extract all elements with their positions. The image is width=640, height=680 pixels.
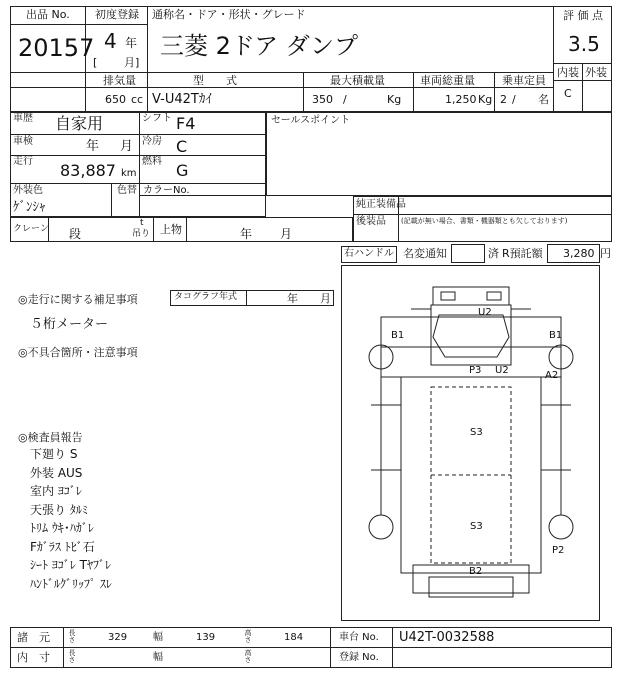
fuel-value: G — [176, 161, 189, 180]
rating-label: 評 価 点 — [563, 9, 603, 22]
diagram-mark: B1 — [549, 330, 563, 341]
recycle-label: R預託額 — [502, 247, 543, 260]
report-line: 天張り ﾀﾙﾐ — [30, 502, 88, 517]
name-label: 通称名・ドア・形状・グレード — [152, 8, 306, 21]
crane-label: クレーン — [13, 224, 49, 234]
diagram-mark: S3 — [470, 427, 483, 438]
diagram-mark: P2 — [552, 545, 565, 556]
inspection-month-unit: 月 — [120, 139, 134, 154]
tachograph-label: タコグラフ年式 — [174, 292, 238, 302]
defect-label: ◎不具合箇所・注意事項 — [18, 346, 138, 359]
crane-stage-unit: 段 — [69, 227, 82, 241]
model-value: V-U42Tｶｲ — [152, 92, 212, 107]
displacement-label: 排気量 — [103, 74, 136, 87]
top-label: 上物 — [160, 223, 182, 236]
kg-2: Kg — [478, 93, 493, 106]
report-line: ﾄﾘﾑ ｳｷ･ﾊｶﾞﾚ — [30, 521, 94, 535]
ac-value: C — [176, 137, 188, 156]
slash-1: / — [343, 93, 347, 106]
color-value: ｹﾞﾝｼｬ — [13, 200, 46, 215]
odometer-note: ５桁メーター — [30, 317, 109, 332]
diagram-mark: U2 — [478, 307, 492, 318]
report-line: ｼｰﾄ ﾖｺﾞﾚ Tﾔﾌﾞﾚ — [30, 558, 111, 572]
name-change-box — [451, 244, 485, 263]
mileage-label: 走行 — [13, 156, 33, 167]
recycle-mark: 済 — [488, 247, 499, 260]
recycle-unit: 円 — [600, 247, 611, 260]
inspection-label: 車検 — [13, 136, 33, 147]
inspector-label: ◎検査員報告 — [18, 431, 83, 444]
exterior-label: 外装 — [585, 66, 607, 79]
length-label: 長さ — [68, 629, 76, 643]
tacho-year-unit: 年 — [287, 292, 298, 305]
car-name: 三菱 2ドア ダンプ — [160, 32, 359, 60]
model-label: 型 式 — [193, 74, 237, 87]
capacity-unit: 名 — [538, 93, 549, 106]
chassis-label: 車台 No. — [339, 632, 379, 643]
aftermarket-label: 後装品 — [356, 216, 386, 227]
details-block — [10, 112, 266, 217]
fuel-label: 燃料 — [142, 156, 162, 167]
report-line: 下廻り S — [30, 447, 78, 461]
first-reg-year: 4 — [104, 29, 117, 53]
chassis-value: U42T-0032588 — [399, 630, 495, 645]
height-value: 184 — [284, 632, 304, 643]
shift-value: F4 — [176, 114, 196, 133]
diagram-mark: B1 — [391, 330, 405, 341]
sales-point-label: セールスポイント — [271, 115, 351, 126]
kg-1: Kg — [387, 93, 402, 106]
internal-label: 内 寸 — [17, 651, 50, 664]
top-year-unit: 年 — [240, 227, 253, 241]
report-line: ﾊﾝﾄﾞﾙｸﾞﾘｯﾌﾟ ｽﾚ — [30, 576, 112, 591]
shift-label: シフト — [142, 113, 172, 124]
max-load-label: 最大積載量 — [330, 74, 385, 87]
history-value: 自家用 — [55, 114, 104, 133]
inspection-year-unit: 年 — [86, 139, 100, 154]
recycle-value: 3,280 — [563, 247, 595, 260]
report-line: Fｶﾞﾗｽ ﾄﾋﾞ石 — [30, 539, 95, 554]
first-reg-label: 初度登録 — [95, 8, 139, 21]
ac-label: 冷房 — [142, 136, 162, 147]
width-value: 139 — [196, 632, 216, 643]
height-label: 高さ — [244, 629, 252, 643]
reg-label: 登録 No. — [339, 652, 379, 663]
tacho-month-unit: 月 — [320, 292, 331, 305]
crane-t: t — [140, 218, 144, 228]
displacement-value: 650 — [105, 93, 126, 106]
rating-value: 3.5 — [568, 32, 600, 56]
internal-height-label: 高さ — [244, 649, 252, 663]
color-no-label: 色替 — [117, 185, 137, 196]
month-bracket-open: [ — [93, 56, 98, 69]
diagram-mark: S3 — [470, 521, 483, 532]
length-value: 329 — [108, 632, 128, 643]
diagram-mark: A2 — [545, 370, 559, 381]
gross-weight-value: 1,250 — [445, 93, 477, 106]
diagram-mark: U2 — [495, 365, 509, 376]
dimensions-label: 諸 元 — [17, 631, 50, 644]
lot-label: 出品 No. — [26, 8, 70, 21]
mileage-value: 83,887 — [60, 161, 116, 180]
report-line: 外装 AUS — [30, 465, 83, 480]
displacement-unit: cc — [131, 93, 144, 106]
interior-label: 内装 — [557, 66, 579, 79]
right-handle: 右ハンドル — [344, 248, 394, 259]
year-unit: 年 — [125, 36, 138, 50]
name-change-label: 名変通知 — [403, 247, 447, 260]
history-label: 車歴 — [13, 113, 33, 124]
width-label: 幅 — [153, 632, 163, 643]
color-label: 外装色 — [13, 185, 43, 196]
standard-equipment-label: 純正装備品 — [356, 199, 406, 210]
month-unit: 月] — [124, 56, 140, 69]
capacity-value: 2 — [500, 93, 507, 106]
slash-2: / — [512, 93, 516, 106]
lot-number: 20157 — [18, 34, 95, 62]
internal-length-label: 長さ — [68, 649, 76, 663]
internal-width-label: 幅 — [153, 652, 163, 663]
interior-grade: C — [564, 87, 572, 100]
crane-lift: 吊り — [132, 229, 151, 239]
top-month-unit: 月 — [280, 227, 293, 241]
mileage-unit: km — [121, 168, 137, 179]
running-supplement-label: ◎走行に関する補足事項 — [18, 293, 138, 306]
aftermarket-note: (記載が無い場合、書類・機器類とも欠しております) — [401, 217, 568, 225]
report-line: 室内 ﾖｺﾞﾚ — [30, 484, 82, 498]
diagram-mark: P3 — [469, 365, 482, 376]
gross-weight-label: 車両総重量 — [420, 74, 475, 87]
max-load-value: 350 — [312, 93, 333, 106]
color-code-label: カラーNo. — [143, 185, 190, 196]
diagram-mark: B2 — [469, 566, 483, 577]
capacity-label: 乗車定員 — [502, 74, 546, 87]
